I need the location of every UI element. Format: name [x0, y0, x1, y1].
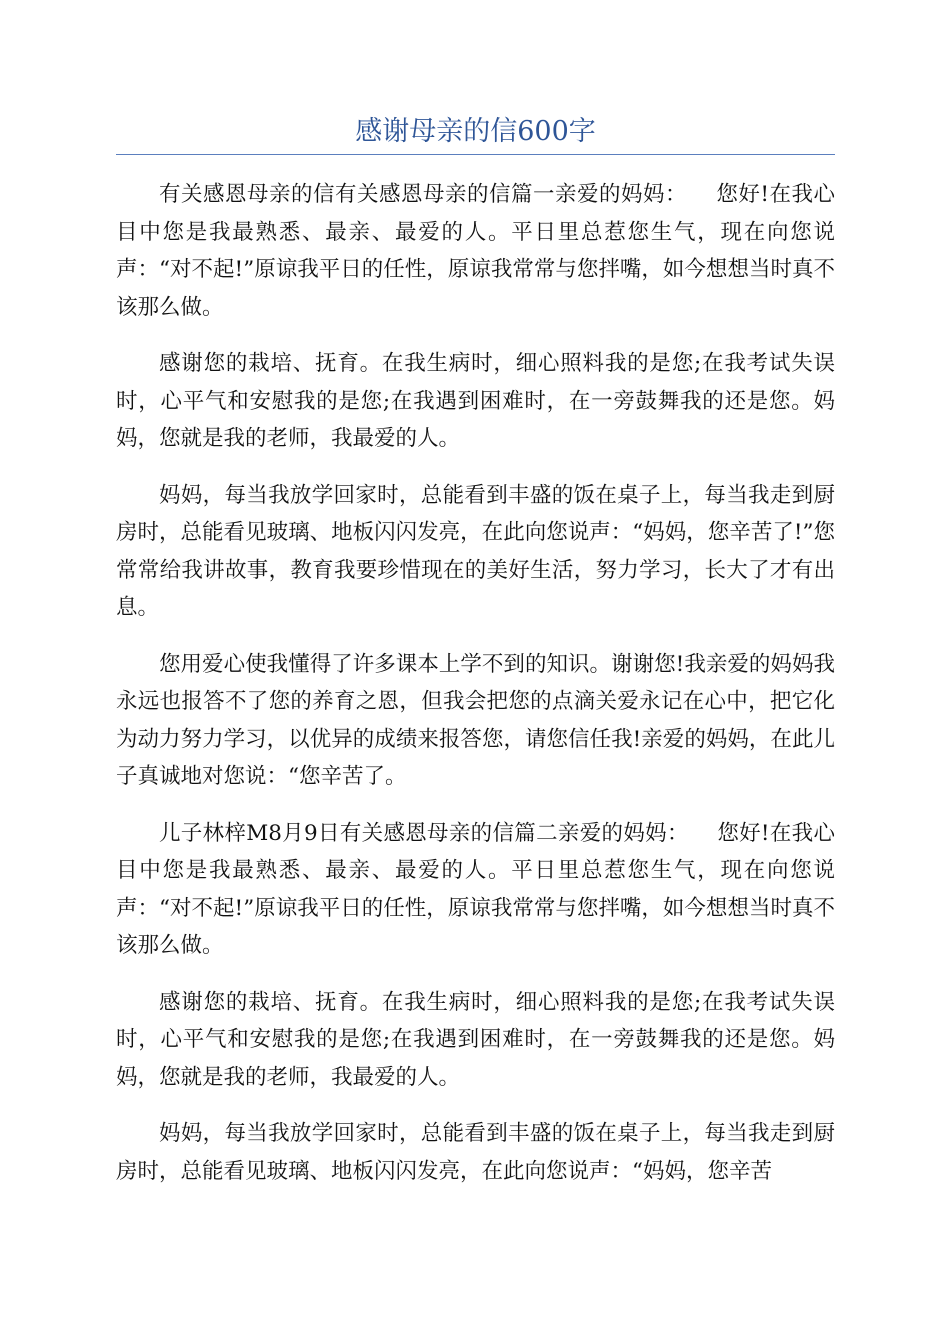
- paragraph: 妈妈，每当我放学回家时，总能看到丰盛的饭在桌子上，每当我走到厨房时，总能看见玻璃、地板闪闪发亮，在此向您说声：“妈妈，您辛苦: [116, 1121, 835, 1184]
- title-underline: [116, 154, 835, 155]
- paragraph: 妈妈，每当我放学回家时，总能看到丰盛的饭在桌子上，每当我走到厨房时，总能看见玻璃、地板闪闪发亮，在此向您说声：“妈妈，您辛苦了!”您常常给我讲故事，教育我要珍惜现在的美好生活，努力学习，长大了才有出息。: [116, 482, 835, 620]
- document-title: 感谢母亲的信600字: [355, 116, 596, 147]
- paragraph: 有关感恩母亲的信有关感恩母亲的信篇一亲爱的妈妈： 您好!在我心目中您是我最熟悉、最亲、最爱的人。平日里总惹您生气，现在向您说声：“对不起!”原谅我平日的任性，原谅我常常与您拌嘴，如今想想当时真不该那么做。: [116, 182, 835, 320]
- document-body: [116, 176, 835, 1209]
- paragraph: 您用爱心使我懂得了许多课本上学不到的知识。谢谢您!我亲爱的妈妈我永远也报答不了您的养育之恩，但我会把您的点滴关爱永记在心中，把它化为动力努力学习，以优异的成绩来报答您，请您信任我!亲爱的妈妈，在此儿子真诚地对您说：“您辛苦了。: [116, 651, 835, 789]
- paragraph: 感谢您的栽培、抚育。在我生病时，细心照料我的是您;在我考试失误时，心平气和安慰我的是您;在我遇到困难时，在一旁鼓舞我的还是您。妈妈，您就是我的老师，我最爱的人。: [116, 351, 835, 451]
- paragraph: 感谢您的栽培、抚育。在我生病时，细心照料我的是您;在我考试失误时，心平气和安慰我的是您;在我遇到困难时，在一旁鼓舞我的还是您。妈妈，您就是我的老师，我最爱的人。: [116, 989, 835, 1090]
- paragraph: 儿子林梓M8月9日有关感恩母亲的信篇二亲爱的妈妈： 您好!在我心目中您是我最熟悉、最亲、最爱的人。平日里总惹您生气，现在向您说声：“对不起!”原谅我平日的任性，原谅我常常与您拌嘴，如今想想当时真不该那么做。: [116, 820, 835, 958]
